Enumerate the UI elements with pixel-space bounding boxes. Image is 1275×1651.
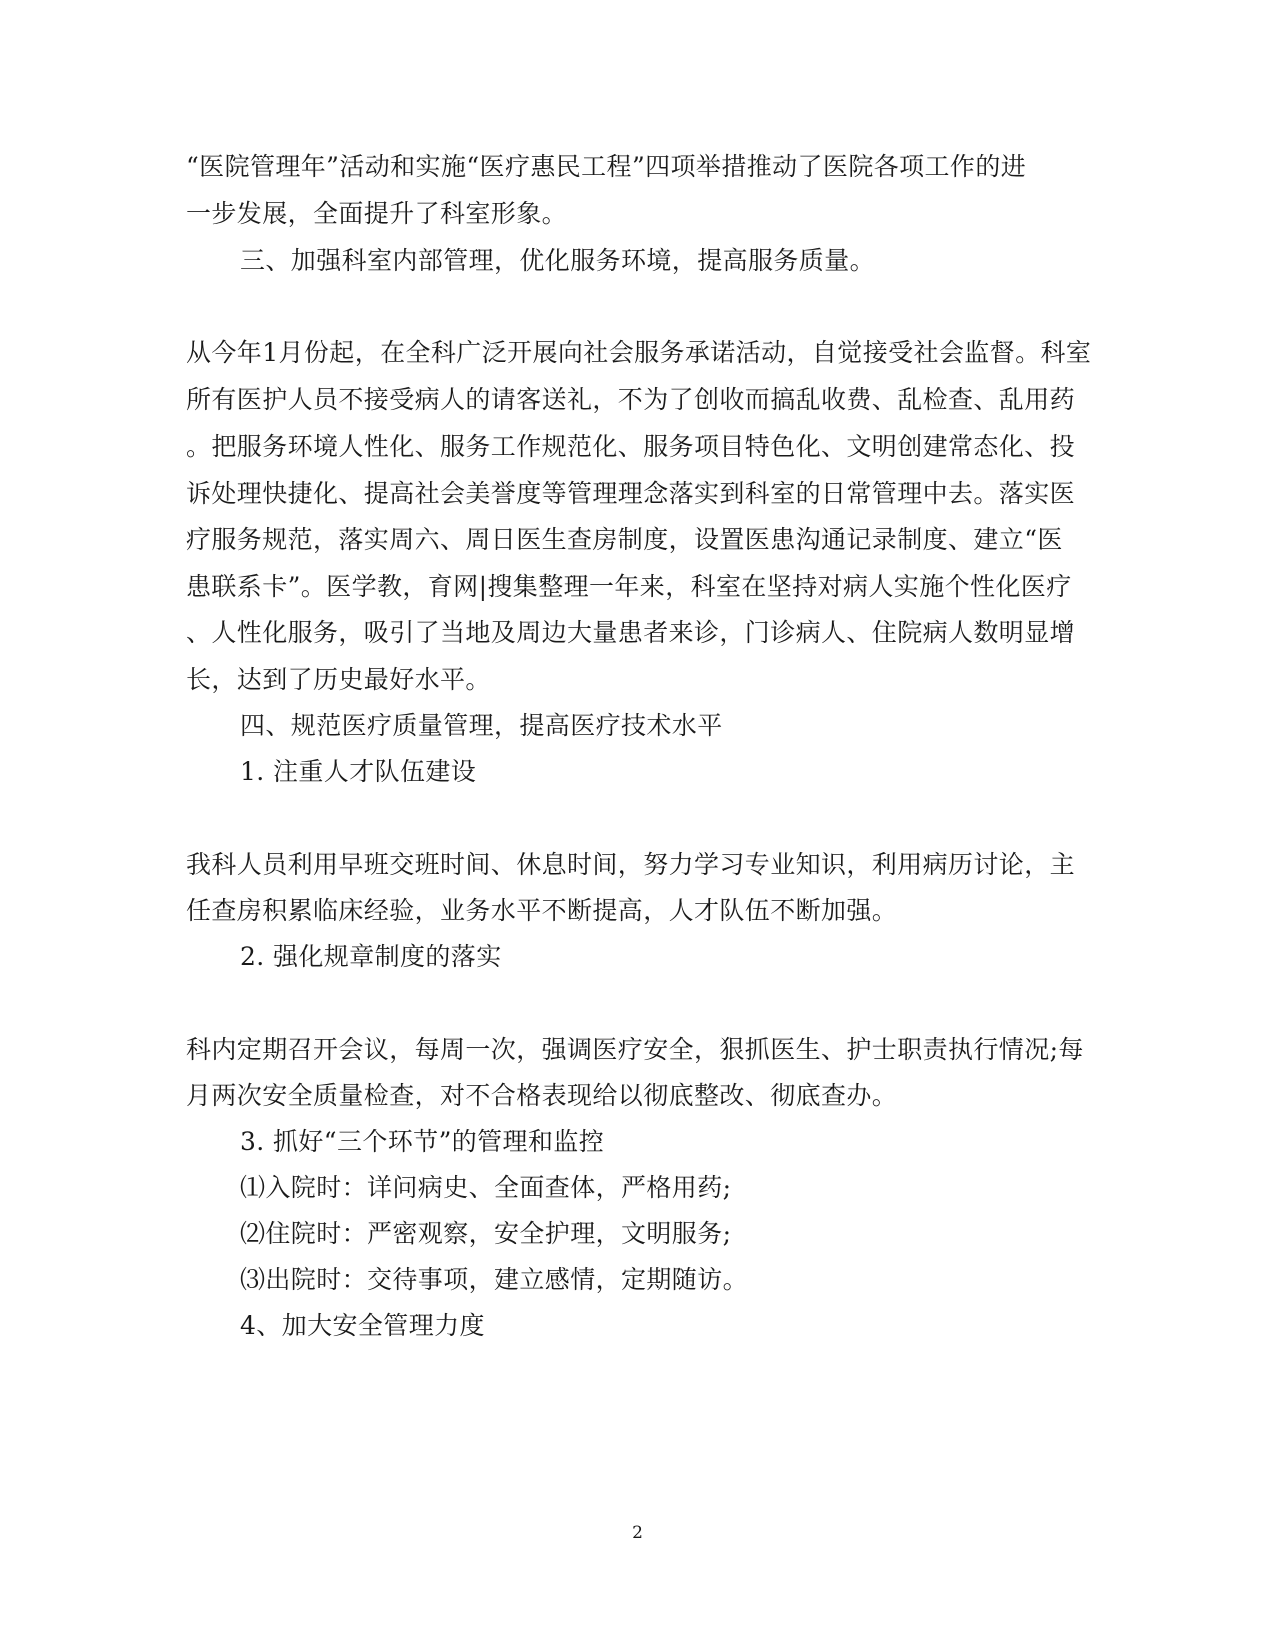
list-item-2: ⑵住院时：严密观察，安全护理，文明服务; [240,1219,732,1248]
subheading-3: 3. 抓好“三个环节”的管理和监控 [240,1127,605,1156]
body-line-7: 诉处理快捷化、提高社会美誉度等管理理念落实到科室的日常管理中去。落实医 [186,479,1076,508]
body-line-9: 患联系卡”。医学教，育网|搜集整理一年来，科室在坚持对病人实施个性化医疗 [186,572,1072,601]
list-item-3: ⑶出院时：交待事项，建立感情，定期随访。 [240,1265,749,1294]
body-line-11: 长，达到了历史最好水平。 [186,665,491,694]
subheading-2: 2. 强化规章制度的落实 [240,942,502,971]
body-line-6: 。把服务环境人性化、服务工作规范化、服务项目特色化、文明创建常态化、投 [186,432,1076,461]
body-line-8: 疗服务规范，落实周六、周日医生查房制度，设置医患沟通记录制度、建立“医 [186,525,1063,554]
body-line-10: 、人性化服务，吸引了当地及周边大量患者来诊，门诊病人、住院病人数明显增 [186,618,1076,647]
page-number: 2 [632,1523,643,1543]
section-heading-3: 三、加强科室内部管理，优化服务环境，提高服务质量。 [240,246,876,275]
subheading-4: 4、加大安全管理力度 [240,1311,485,1340]
body-line-18: 月两次安全质量检查，对不合格表现给以彻底整改、彻底查办。 [186,1081,898,1110]
body-line-1: “医院管理年”活动和实施“医疗惠民工程”四项举措推动了医院各项工作的进 [186,152,1027,181]
subheading-1: 1. 注重人才队伍建设 [240,757,477,786]
body-line-15: 任查房积累临床经验，业务水平不断提高，人才队伍不断加强。 [186,896,898,925]
body-line-14: 我科人员利用早班交班时间、休息时间，努力学习专业知识，利用病历讨论，主 [186,850,1076,879]
body-line-17: 科内定期召开会议，每周一次，强调医疗安全，狠抓医生、护士职责执行情况;每 [186,1035,1084,1064]
section-heading-4: 四、规范医疗质量管理，提高医疗技术水平 [240,711,723,740]
body-line-4: 从今年1月份起，在全科广泛开展向社会服务承诺活动，自觉接受社会监督。科室 [186,338,1092,367]
body-line-2: 一步发展，全面提升了科室形象。 [186,199,568,228]
body-line-5: 所有医护人员不接受病人的请客送礼，不为了创收而搞乱收费、乱检查、乱用药 [186,385,1076,414]
list-item-1: ⑴入院时：详问病史、全面查体，严格用药; [240,1173,732,1202]
